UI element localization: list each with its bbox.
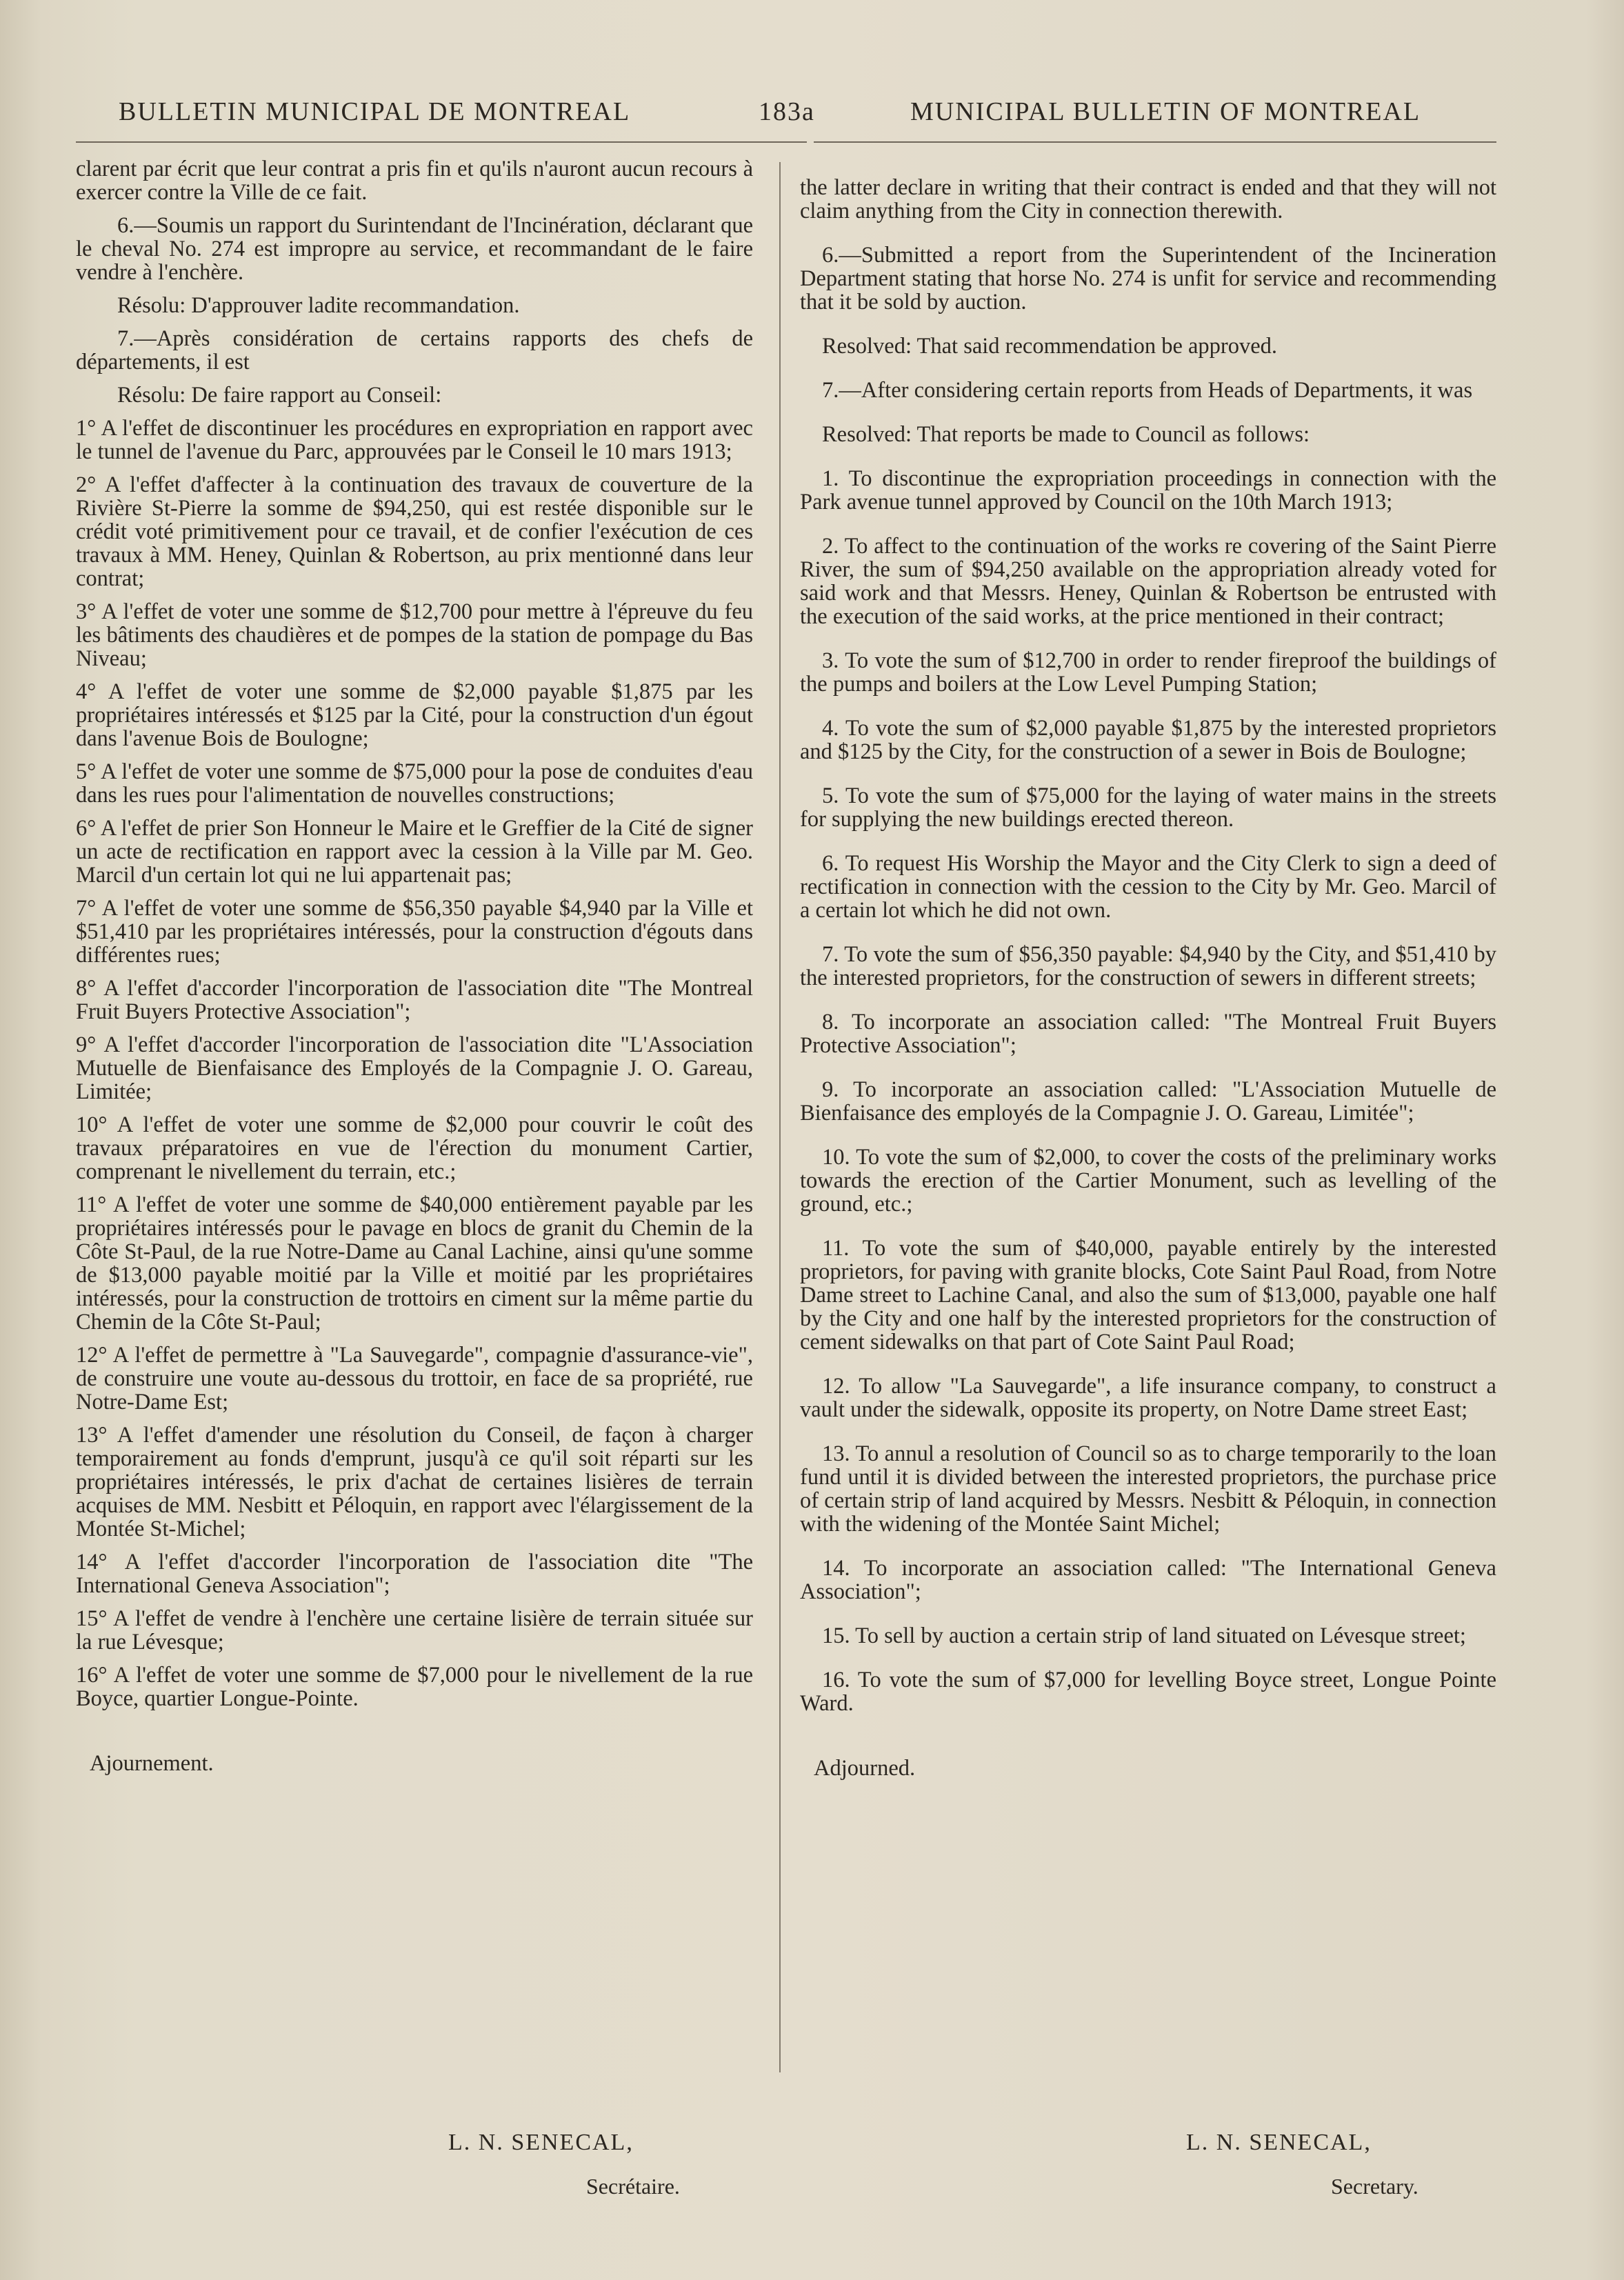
- french-paragraph: Résolu: De faire rapport au Conseil:: [117, 383, 442, 408]
- french-item: 10° A l'effet de voter une somme de $2,000 pour couvrir le coût des travaux préparatoires en vue de l'érection du monument Cartier, comprenant le nivellement du terrain, etc.;: [76, 1112, 753, 1184]
- english-item: 13. To annul a resolution of Council so as to charge temporarily to the loan fund until it is divided between the interested proprietors, the purchase price of certain strip of land acquired by Messrs. Nesbitt & Péloquin, in connection with the widening of the Montée Saint Michel;: [800, 1441, 1496, 1537]
- header-french-title: BULLETIN MUNICIPAL DE MONTREAL: [119, 97, 631, 126]
- french-closing: Ajournement.: [90, 1751, 214, 1776]
- french-column: [76, 157, 753, 1785]
- english-item: 7. To vote the sum of $56,350 payable: $4,940 by the City, and $51,410 by the interested proprietors, for the construction of sewers in different streets;: [800, 942, 1496, 990]
- french-paragraph: Résolu: D'approuver ladite recommandation.: [117, 293, 520, 318]
- english-item: 4. To vote the sum of $2,000 payable $1,875 by the interested proprietors and $125 by the City, for the construction of a sewer in Bois de Boulogne;: [800, 716, 1496, 764]
- french-signature-title: Secrétaire.: [586, 2174, 680, 2199]
- french-item: 4° A l'effet de voter une somme de $2,000 payable $1,875 par les propriétaires intéressés et $125 par la Cité, pour la construction d'un égout dans l'avenue Bois de Boulogne;: [76, 679, 753, 751]
- english-item: 6. To request His Worship the Mayor and the City Clerk to sign a deed of rectification in connection with the cession to the City by Mr. Geo. Marcil of a certain lot which he did not own.: [800, 851, 1496, 923]
- french-item: 1° A l'effet de discontinuer les procédures en expropriation en rapport avec le tunnel de l'avenue du Parc, approuvées par le Conseil le 10 mars 1913;: [76, 416, 753, 464]
- english-signature-title: Secretary.: [1331, 2174, 1419, 2199]
- english-paragraph: 7.—After considering certain reports from Heads of Departments, it was: [822, 378, 1473, 403]
- french-paragraph: clarent par écrit que leur contrat a pris fin et qu'ils n'auront aucun recours à exercer contre la Ville de ce fait.: [76, 157, 753, 205]
- english-item: 1. To discontinue the expropriation proceedings in connection with the Park avenue tunnel approved by Council on the 10th March 1913;: [800, 466, 1496, 514]
- english-item: 8. To incorporate an association called: "The Montreal Fruit Buyers Protective Association";: [800, 1010, 1496, 1058]
- english-item: 10. To vote the sum of $2,000, to cover the costs of the preliminary works towards the erection of the Cartier Monument, such as levelling of the ground, etc.;: [800, 1145, 1496, 1217]
- english-item: 2. To affect to the continuation of the works re covering of the Saint Pierre River, the sum of $94,250 available on the appropriation already voted for said work and that Messrs. Heney, Quinlan & Robertson be entrusted with the execution of the said works, at the price mentioned in their contract;: [800, 534, 1496, 629]
- header-english-title: MUNICIPAL BULLETIN OF MONTREAL: [910, 97, 1421, 126]
- french-item: 9° A l'effet d'accorder l'incorporation de l'association dite "L'Association Mutuelle de Bienfaisance des Employés de la Compagnie J. O. Gareau, Limitée;: [76, 1032, 753, 1104]
- english-item: 15. To sell by auction a certain strip of land situated on Lévesque street;: [822, 1623, 1466, 1648]
- french-item: 2° A l'effet d'affecter à la continuation des travaux de couverture de la Rivière St-Pierre la somme de $94,250, qui est restée disponible sur le crédit voté primitivement pour ce travail, et de confier l'exécution de ces travaux à MM. Heney, Quinlan & Robertson, au prix mentionné dans leur contrat;: [76, 472, 753, 591]
- french-item: 15° A l'effet de vendre à l'enchère une certaine lisière de terrain située sur la rue Lévesque;: [76, 1606, 753, 1654]
- english-item: 9. To incorporate an association called: "L'Association Mutuelle de Bienfaisance des employés de la Compagnie J. O. Gareau, Limitée";: [800, 1077, 1496, 1126]
- english-column: [800, 176, 1496, 1801]
- english-item: 16. To vote the sum of $7,000 for levelling Boyce street, Longue Pointe Ward.: [800, 1668, 1496, 1716]
- french-item: 14° A l'effet d'accorder l'incorporation de l'association dite "The International Geneva Association";: [76, 1550, 753, 1598]
- header-rule-left: [76, 141, 807, 143]
- french-item: 13° A l'effet d'amender une résolution du Conseil, de façon à charger temporairement au fonds d'emprunt, jusqu'à ce qu'il soit réparti sur les propriétaires intéressés, le prix d'achat de certaines lisières de terrain acquises de MM. Nesbitt et Péloquin, en rapport avec l'élargissement de la Montée St-Michel;: [76, 1423, 753, 1541]
- french-item: 12° A l'effet de permettre à "La Sauvegarde", compagnie d'assurance-vie", de construire une voute au-dessous du trottoir, en face de sa propriété, rue Notre-Dame Est;: [76, 1343, 753, 1414]
- english-closing: Adjourned.: [814, 1756, 916, 1781]
- page-number: 183a: [759, 97, 815, 126]
- french-item: 16° A l'effet de voter une somme de $7,000 pour le nivellement de la rue Boyce, quartier Longue-Pointe.: [76, 1663, 753, 1711]
- french-signature: L. N. SENECAL,: [448, 2130, 634, 2155]
- french-paragraph: 7.—Après considération de certains rapports des chefs de départements, il est: [76, 326, 753, 374]
- english-item: 14. To incorporate an association called: "The International Geneva Association";: [800, 1556, 1496, 1604]
- english-paragraph: Resolved: That said recommendation be approved.: [822, 334, 1278, 359]
- english-item: 11. To vote the sum of $40,000, payable entirely by the interested proprietors, for paving with granite blocks, Cote Saint Paul Road, from Notre Dame street to Lachine Canal, and also the sum of $13,000, payable one half by the City and one half by the interested proprietors for the construction of cement sidewalks on that part of Cote Saint Paul Road;: [800, 1236, 1496, 1354]
- column-divider: [779, 162, 781, 2072]
- french-item: 11° A l'effet de voter une somme de $40,000 entièrement payable par les propriétaires intéressés pour le pavage en blocs de granit du Chemin de la Côte St-Paul, de la rue Notre-Dame au Canal Lachine, ainsi qu'une somme de $13,000 payable moitié par la Ville et moitié par les propriétaires intéressés, pour la construction de trottoirs en ciment sur la même partie du Chemin de la Côte St-Paul;: [76, 1192, 753, 1334]
- header-rule-right: [814, 141, 1496, 143]
- english-paragraph: 6.—Submitted a report from the Superintendent of the Incineration Department stating that horse No. 274 is unfit for service and recommending that it be sold by auction.: [800, 243, 1496, 314]
- english-item: 5. To vote the sum of $75,000 for the laying of water mains in the streets for supplying the new buildings erected thereon.: [800, 783, 1496, 832]
- french-item: 5° A l'effet de voter une somme de $75,000 pour la pose de conduites d'eau dans les rues pour l'alimentation de nouvelles constructions;: [76, 759, 753, 808]
- english-paragraph: the latter declare in writing that their contract is ended and that they will not claim anything from the City in connection therewith.: [800, 175, 1496, 223]
- french-item: 8° A l'effet d'accorder l'incorporation de l'association dite "The Montreal Fruit Buyers Protective Association";: [76, 976, 753, 1024]
- french-item: 6° A l'effet de prier Son Honneur le Maire et le Greffier de la Cité de signer un acte de rectification en rapport avec la cession à la Ville par M. Geo. Marcil d'un certain lot qui ne lui appartenait pas;: [76, 816, 753, 888]
- french-item: 3° A l'effet de voter une somme de $12,700 pour mettre à l'épreuve du feu les bâtiments des chaudières et de pompes de la station de pompage du Bas Niveau;: [76, 599, 753, 671]
- french-paragraph: 6.—Soumis un rapport du Surintendant de l'Incinération, déclarant que le cheval No. 274 est impropre au service, et recommandant de le faire vendre à l'enchère.: [76, 213, 753, 285]
- english-item: 12. To allow "La Sauvegarde", a life insurance company, to construct a vault under the sidewalk, opposite its property, on Notre Dame street East;: [800, 1374, 1496, 1422]
- english-paragraph: Resolved: That reports be made to Council as follows:: [822, 422, 1310, 447]
- english-item: 3. To vote the sum of $12,700 in order to render fireproof the buildings of the pumps and boilers at the Low Level Pumping Station;: [800, 648, 1496, 697]
- english-signature: L. N. SENECAL,: [1186, 2130, 1372, 2155]
- french-item: 7° A l'effet de voter une somme de $56,350 payable $4,940 par la Ville et $51,410 par les propriétaires intéressés, pour la construction d'égouts dans différentes rues;: [76, 896, 753, 968]
